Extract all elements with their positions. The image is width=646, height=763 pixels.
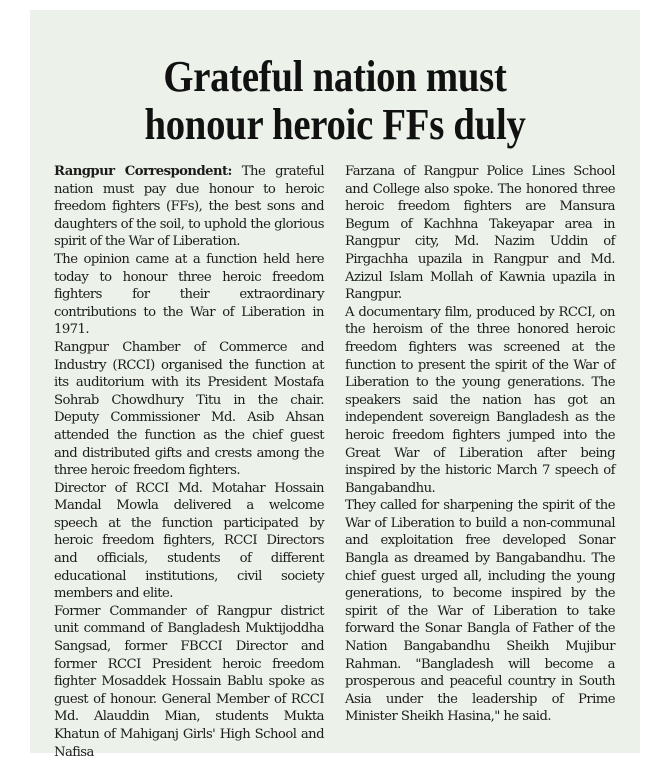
paragraph: Rangpur Chamber of Commerce and Industry (RCCI) organised the function at its auditorium with its President Mostafa Sohrab Chowdhury Titu in the chair. Deputy Commissioner Md. Asib Ahsan attended the function as the chief guest and distributed gifts and crests among the three heroic freedom fighters. (54, 339, 324, 479)
headline (67, 53, 604, 149)
article-column-left (54, 163, 324, 761)
paragraph-text: The grateful nation must pay due honour to heroic freedom fighters (FFs), the best sons and daughters of the soil, to uphold the glorious spirit of the War of Liberation. (54, 164, 324, 250)
paragraph (54, 163, 324, 251)
headline-line-2: honour heroic FFs duly (144, 100, 526, 150)
paragraph: The opinion came at a function held here today to honour three heroic freedom fighters for their extraordinary contributions to the War of Liberation in 1971. (54, 251, 324, 338)
paragraph: Director of RCCI Md. Motahar Hossain Mandal Mowla delivered a welcome speech at the function participated by heroic freedom fighters, RCCI Directors and officials, students of different educational institutions, civil society members and elite. (54, 480, 324, 602)
paragraph: They called for sharpening the spirit of the War of Liberation to build a non-communal and exploitation free developed Sonar Bangla as dreamed by Bangabandhu. The chief guest urged all, including the young generations, to become inspired by the spirit of the War of Liberation to take forward the Sonar Bangla of Father of the Nation Bangabandhu Sheikh Mujibur Rahman. "Bangladesh will become a prosperous and peaceful country in South Asia under the leadership of Prime Minister Sheikh Hasina," he said. (345, 498, 615, 725)
article-column-right (345, 163, 615, 726)
paragraph: Former Commander of Rangpur district unit command of Bangladesh Muktijoddha Sangsad, former FBCCI Director and former RCCI President heroic freedom fighter Mosaddek Hossain Bablu spoke as guest of honour. General Member of RCCI Md. Alauddin Mian, students Mukta Khatun of Mahiganj Girls' High School and Nafisa (54, 603, 324, 760)
byline: Rangpur Correspondent: (54, 164, 232, 179)
paragraph: A documentary film, produced by RCCI, on the heroism of the three honored heroic freedom fighters was screened at the function to present the spirit of the War of Liberation to the young generations. The speakers said the nation has got an independent sovereign Bangladesh as the heroic freedom fighters jumped into the Great War of Liberation after being inspired by the historic March 7 speech of Bangabandhu. (345, 304, 615, 496)
headline-line-1: Grateful nation must (163, 52, 507, 102)
paragraph: Farzana of Rangpur Police Lines School and College also spoke. The honored three heroic freedom fighters are Mansura Begum of Kachhna Takeyapar area in Rangpur city, Md. Nazim Uddin of Pirgachha upazila in Rangpur and Md. Azizul Islam Mollah of Kawnia upazila in Rangpur. (345, 164, 615, 303)
news-clipping (30, 10, 640, 760)
